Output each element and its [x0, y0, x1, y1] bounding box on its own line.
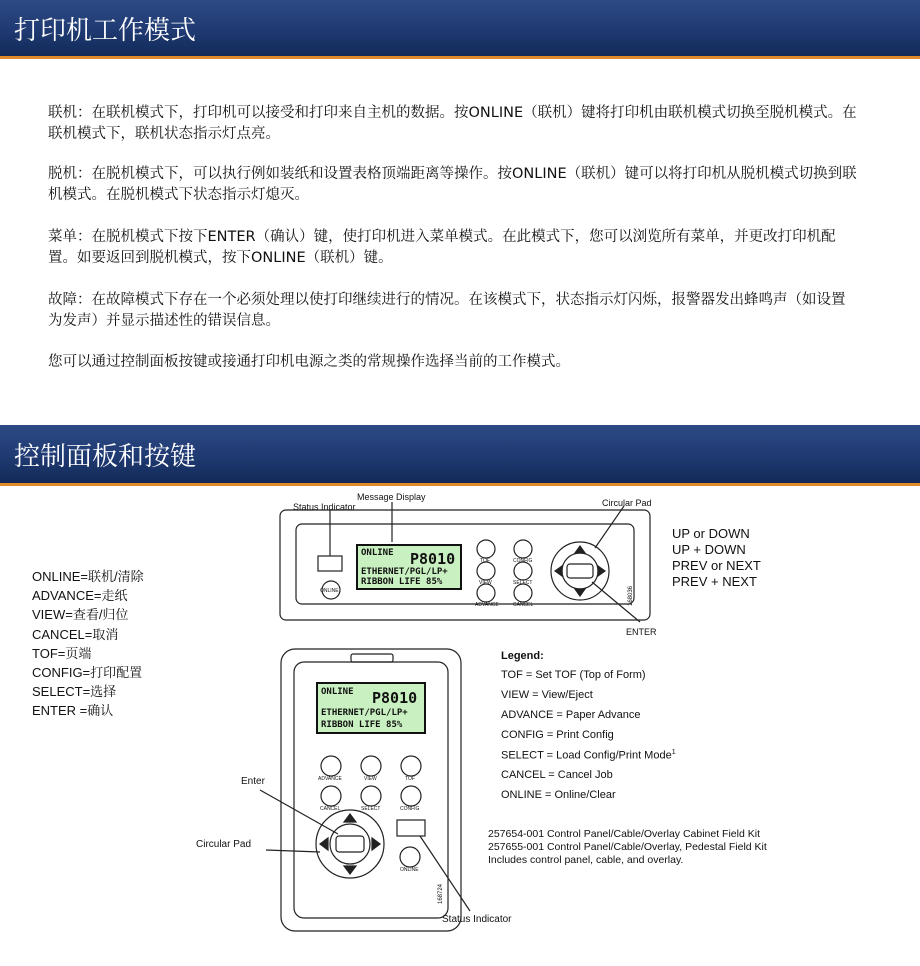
bottom-pad-leader	[266, 850, 320, 852]
legend-item-advance: ADVANCE = Paper Advance	[501, 709, 641, 721]
top-pad-leader	[595, 506, 624, 548]
section-title: 打印机工作模式	[14, 15, 197, 46]
label-bottom-status-indicator: Status Indicator	[442, 914, 512, 925]
top-down-arrow-icon	[575, 589, 585, 596]
top-left-arrow-icon	[555, 566, 562, 576]
top-panel-drawing	[280, 502, 650, 622]
bottom-message-display	[316, 682, 426, 734]
legend-item-view: VIEW = View/Eject	[501, 689, 593, 701]
top-tof-button	[477, 540, 495, 558]
bottom-tof-label: TOF	[405, 776, 415, 782]
nav-prev-or-next: PREV or NEXT	[672, 558, 761, 573]
lcd-model: P8010	[372, 689, 418, 707]
banner-accent-line	[0, 56, 920, 59]
label-bottom-enter: Enter	[241, 776, 265, 787]
top-part-code: 168036	[628, 585, 634, 606]
key-select: SELECT=选择	[32, 684, 117, 699]
bottom-cancel-button	[321, 786, 341, 806]
bottom-online-label: ONLINE	[400, 867, 419, 873]
legend-item-select	[501, 749, 676, 762]
bottom-panel-tab	[351, 654, 393, 662]
bottom-left-arrow-icon	[320, 838, 328, 850]
top-message-display	[356, 544, 462, 590]
kit-cabinet: 257654-001 Control Panel/Cable/Overlay Cabinet Field Kit	[488, 828, 760, 840]
bottom-status-leader	[420, 836, 470, 911]
top-select-label: SELECT	[513, 580, 533, 586]
key-enter: ENTER =确认	[32, 703, 114, 718]
lcd-line1: ONLINE	[361, 548, 394, 558]
paragraph-online: 联机：在联机模式下，打印机可以接受和打印来自主机的数据。按ONLINE（联机）键将打印机由联机模式切换至脱机模式。在联机模式下，联机状态指示灯点亮。	[48, 105, 857, 142]
bottom-part-code: 168724	[438, 883, 444, 904]
bottom-enter-key	[336, 836, 364, 852]
paragraph-offline: 脱机：在脱机模式下，可以执行例如装纸和设置表格顶端距离等操作。按ONLINE（联机）键可以将打印机从脱机模式切换到联机模式。在脱机模式下状态指示灯熄灭。	[48, 166, 857, 203]
key-view: VIEW=查看/归位	[32, 607, 129, 622]
key-cancel: CANCEL=取消	[32, 627, 119, 642]
top-cancel-label: CANCEL	[513, 602, 534, 608]
lcd-line3: RIBBON LIFE 85%	[361, 577, 443, 587]
key-advance: ADVANCE=走纸	[32, 588, 128, 603]
paragraph-select-mode: 您可以通过控制面板按键或接通打印机电源之类的常规操作选择当前的工作模式。	[48, 354, 570, 370]
bottom-down-arrow-icon	[344, 866, 356, 874]
key-tof: TOF=页端	[32, 646, 92, 661]
nav-up-plus-down: UP + DOWN	[672, 542, 746, 557]
nav-up-or-down: UP or DOWN	[672, 526, 750, 541]
bottom-advance-button	[321, 756, 341, 776]
section-banner-control-panel	[0, 425, 920, 483]
bottom-view-button	[361, 756, 381, 776]
bottom-online-button	[400, 847, 420, 867]
label-message-display: Message Display	[357, 492, 426, 502]
bottom-right-arrow-icon	[372, 838, 380, 850]
key-online: ONLINE=联机/清除	[32, 569, 144, 584]
lcd-model: P8010	[410, 550, 456, 568]
lcd-line2: ETHERNET/PGL/LP+	[361, 567, 448, 577]
lcd-line3: RIBBON LIFE 85%	[321, 720, 403, 730]
top-view-button	[477, 562, 495, 580]
section-banner-work-modes	[0, 0, 920, 56]
label-enter: ENTER	[626, 627, 657, 637]
paragraph-menu: 菜单：在脱机模式下按下ENTER（确认）键，使打印机进入菜单模式。在此模式下，您可以浏览所有菜单，并更改打印机配置。如要返回到脱机模式，按下ONLINE（联机）键。	[48, 229, 836, 266]
bottom-status-indicator	[397, 820, 425, 836]
legend-item-online: ONLINE = Online/Clear	[501, 789, 616, 801]
bottom-up-arrow-icon	[344, 814, 356, 822]
paragraph-fault: 故障：在故障模式下存在一个必须处理以使打印继续进行的情况。在该模式下，状态指示灯闪烁，报警器发出蜂鸣声（如设置为发声）并显示描述性的错误信息。	[48, 292, 846, 329]
label-circular-pad: Circular Pad	[602, 498, 652, 508]
kit-includes: Includes control panel, cable, and overlay.	[488, 854, 684, 866]
top-right-arrow-icon	[598, 566, 605, 576]
lcd-line2: ETHERNET/PGL/LP+	[321, 708, 408, 718]
control-panel-diagram	[0, 486, 920, 966]
legend-item-select-text: SELECT = Load Config/Print Mode	[501, 749, 672, 762]
top-config-label: CONFIG	[513, 558, 533, 564]
bottom-config-button	[401, 786, 421, 806]
label-status-indicator: Status Indicator	[293, 502, 356, 512]
top-advance-label: ADVANCE	[475, 602, 499, 608]
top-up-arrow-icon	[575, 546, 585, 553]
bottom-cancel-label: CANCEL	[320, 806, 341, 812]
bottom-tof-button	[401, 756, 421, 776]
legend-item-config: CONFIG = Print Config	[501, 729, 614, 741]
lcd-line1: ONLINE	[321, 687, 354, 697]
bottom-select-label: SELECT	[361, 806, 381, 812]
top-enter-key	[567, 564, 593, 578]
bottom-advance-label: ADVANCE	[318, 776, 342, 782]
top-cancel-button	[514, 584, 532, 602]
legend-item-cancel: CANCEL = Cancel Job	[501, 769, 613, 781]
key-config: CONFIG=打印配置	[32, 665, 143, 680]
legend-superscript: 1	[671, 749, 676, 756]
top-advance-button	[477, 584, 495, 602]
top-select-button	[514, 562, 532, 580]
bottom-view-label: VIEW	[364, 776, 377, 782]
top-online-label: ONLINE	[320, 588, 339, 594]
label-bottom-circular-pad: Circular Pad	[196, 839, 252, 850]
top-config-button	[514, 540, 532, 558]
bottom-config-label: CONFIG	[400, 806, 420, 812]
bottom-select-button	[361, 786, 381, 806]
nav-prev-plus-next: PREV + NEXT	[672, 574, 757, 589]
top-tof-label: TOF	[480, 558, 490, 564]
top-status-indicator	[318, 556, 342, 571]
bottom-enter-leader	[260, 790, 341, 834]
kit-pedestal: 257655-001 Control Panel/Cable/Overlay, Pedestal Field Kit	[488, 841, 767, 853]
top-view-label: VIEW	[479, 580, 492, 586]
section-title: 控制面板和按键	[14, 441, 197, 472]
legend-title: Legend:	[501, 650, 544, 662]
legend-item-tof: TOF = Set TOF (Top of Form)	[501, 669, 646, 681]
